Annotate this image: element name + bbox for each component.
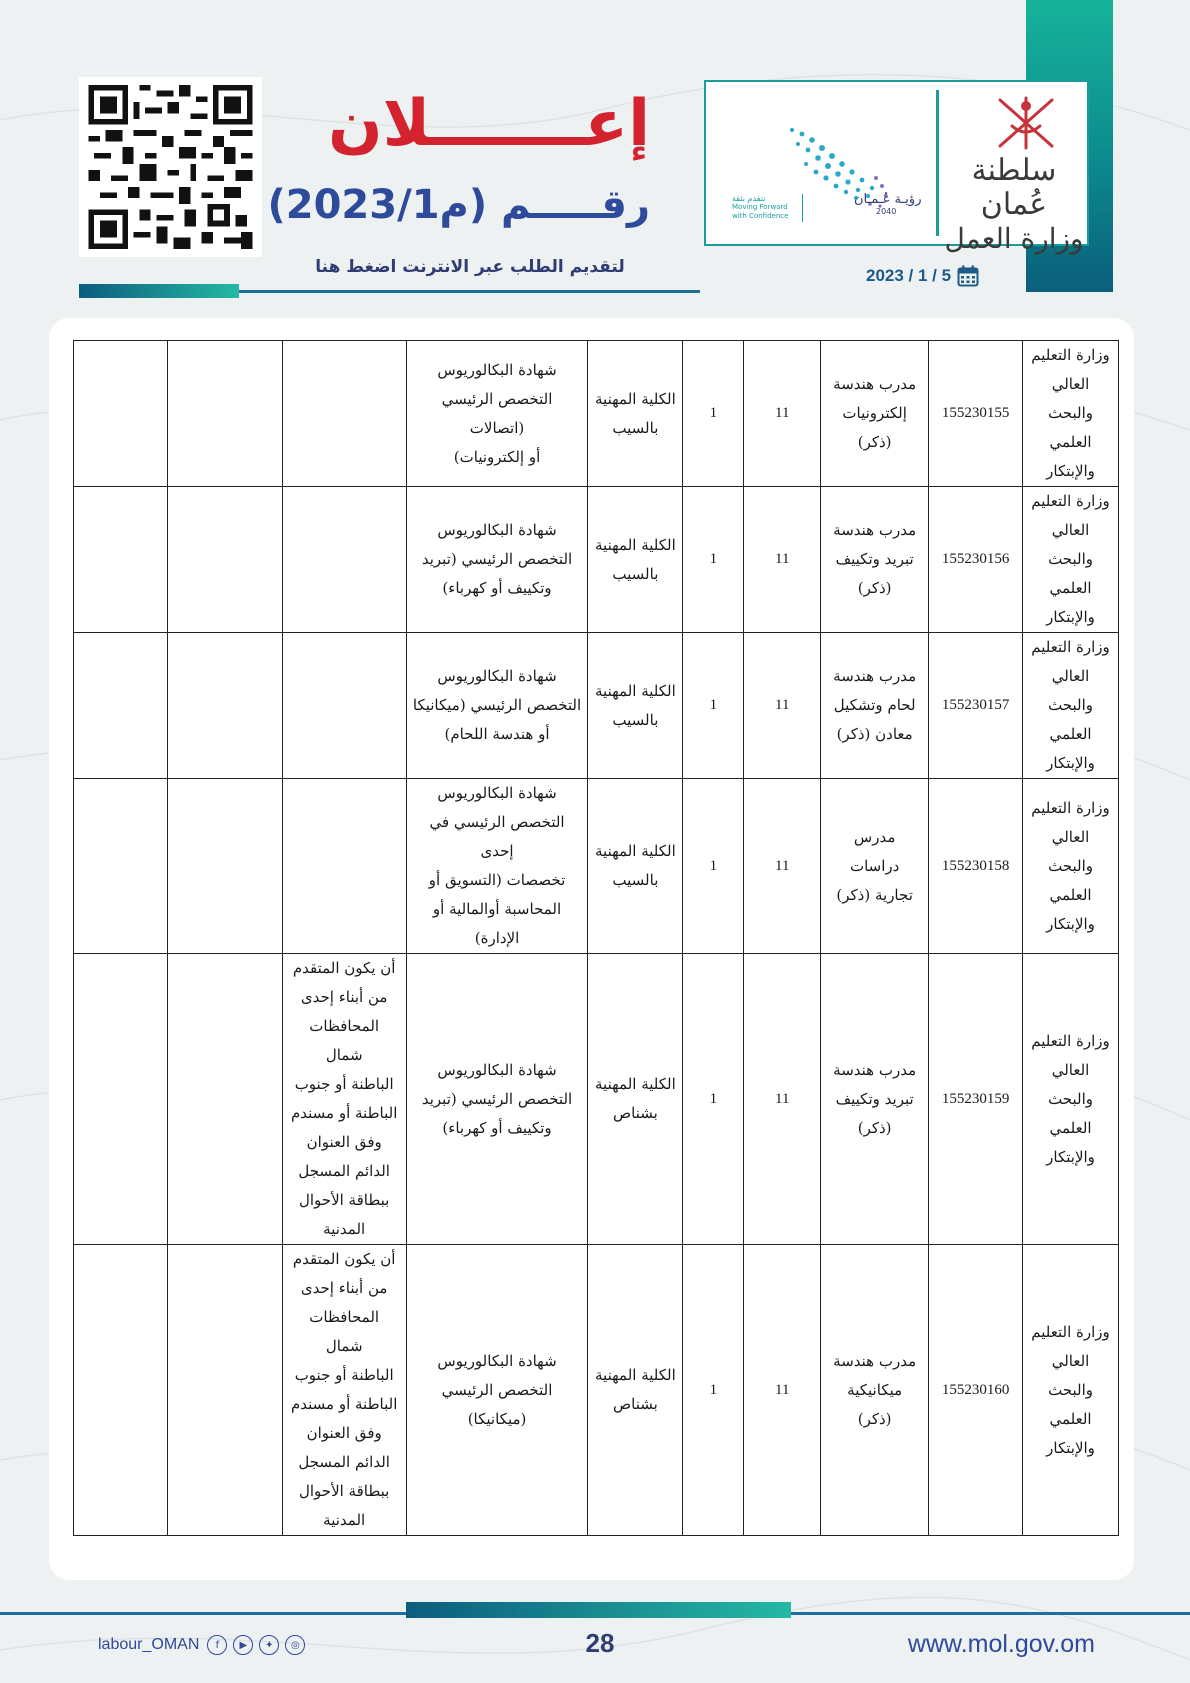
qualification-cell: [406, 1245, 588, 1536]
job-title-cell-text: مدرس دراسات تجارية (ذكر): [836, 827, 913, 904]
social-handle: labour_OMAN: [98, 1636, 200, 1653]
count-cell: [683, 1245, 744, 1536]
table-row: [74, 954, 1119, 1245]
empty-cell: [167, 954, 282, 1245]
website-link[interactable]: www.mol.gov.om: [907, 1630, 1095, 1658]
facebook-icon[interactable]: f: [207, 1635, 227, 1655]
location-cell-text: الكلية المهنية بالسيب: [595, 389, 676, 437]
job-code-cell-text: 155230157: [941, 697, 1010, 713]
empty-cell: [74, 779, 168, 954]
count-cell-text: 1: [709, 405, 718, 421]
qualification-cell: [406, 487, 588, 633]
ministry-cell: [1023, 633, 1119, 779]
job-title-cell-text: مدرب هندسة إلكترونيات (ذكر): [833, 375, 917, 451]
job-title-cell: [821, 954, 929, 1245]
ministry-cell-text: وزارة التعليم العالي والبحث العلمي والإبتكار: [1031, 492, 1110, 626]
empty-cell: [74, 633, 168, 779]
job-code-cell: [929, 954, 1023, 1245]
grade-cell-text: 11: [775, 1381, 790, 1398]
table-row: [74, 633, 1119, 779]
job-code-cell-text: 155230156: [941, 551, 1010, 567]
count-cell-text: 1: [709, 697, 718, 713]
social-links: [98, 1635, 305, 1655]
table-row: [74, 779, 1119, 954]
grade-cell-text: 11: [775, 697, 790, 713]
job-title-cell-text: مدرب هندسة لحام وتشكيل معادن (ذكر): [833, 667, 917, 743]
job-code-cell: [929, 633, 1023, 779]
note-cell: [282, 954, 406, 1245]
note-cell: [282, 487, 406, 633]
ministry-cell: [1023, 341, 1119, 487]
empty-cell: [167, 341, 282, 487]
count-cell-text: 1: [709, 551, 718, 567]
footer-accent-bar: [406, 1602, 791, 1618]
qualification-cell-text: شهادة البكالوريوس التخصص الرئيسي في إحدى تخصصات (التسويق أو المحاسبة أوالمالية أو الإدارة): [428, 784, 566, 947]
calendar-icon: [957, 265, 979, 287]
job-title-cell: [821, 1245, 929, 1536]
note-cell: [282, 779, 406, 954]
empty-cell: [74, 954, 168, 1245]
ministry-cell: [1023, 1245, 1119, 1536]
location-cell: [588, 1245, 683, 1536]
job-title-cell-text: مدرب هندسة تبريد وتكييف (ذكر): [833, 521, 917, 597]
grade-cell: [744, 954, 821, 1245]
qualification-cell: [406, 779, 588, 954]
qualification-cell-text: شهادة البكالوريوس التخصص الرئيسي (تبريد وتكييف أو كهرباء): [421, 521, 573, 597]
location-cell: [588, 487, 683, 633]
vision-year: 2040: [876, 207, 897, 216]
job-title-cell: [821, 633, 929, 779]
location-cell: [588, 341, 683, 487]
job-title-cell-text: مدرب هندسة تبريد وتكييف (ذكر): [833, 1060, 917, 1137]
count-cell: [683, 487, 744, 633]
ministry-name-line1: سلطنة عُمان: [971, 153, 1057, 222]
location-cell-text: الكلية المهنية بشناص: [595, 1075, 676, 1122]
job-code-cell-text: 155230158: [941, 857, 1010, 874]
ministry-cell-text: وزارة التعليم العالي والبحث العلمي والإبتكار: [1031, 638, 1110, 772]
job-title-cell-text: مدرب هندسة ميكانيكية (ذكر): [833, 1351, 917, 1428]
job-code-cell: [929, 341, 1023, 487]
ministry-cell: [1023, 487, 1119, 633]
ministry-name-line2: وزارة العمل: [944, 222, 1084, 255]
grade-cell: [744, 341, 821, 487]
vision-slogan-en-1: Moving Forward: [732, 203, 788, 211]
job-code-cell: [929, 779, 1023, 954]
location-cell: [588, 633, 683, 779]
empty-cell: [167, 1245, 282, 1536]
ministry-cell: [1023, 779, 1119, 954]
empty-cell: [167, 779, 282, 954]
youtube-icon[interactable]: ▶: [233, 1635, 253, 1655]
vision-slogan-en-2: with Confidence: [732, 212, 789, 220]
job-title-cell: [821, 341, 929, 487]
job-code-cell-text: 155230155: [941, 405, 1010, 421]
table-row: [74, 1245, 1119, 1536]
oman-emblem-icon: [986, 92, 1066, 154]
empty-cell: [167, 633, 282, 779]
header-underline-accent: [79, 284, 239, 298]
content-card: [49, 318, 1134, 1580]
grade-cell: [744, 1245, 821, 1536]
table-row: [74, 341, 1119, 487]
apply-online-link[interactable]: لتقديم الطلب عبر الانترنت اضغط هنا: [315, 257, 625, 277]
location-cell: [588, 954, 683, 1245]
twitter-icon[interactable]: ✦: [259, 1635, 279, 1655]
qr-code[interactable]: [79, 77, 262, 257]
jobs-table: [73, 340, 1119, 1536]
grade-cell: [744, 779, 821, 954]
count-cell: [683, 954, 744, 1245]
empty-cell: [74, 487, 168, 633]
qualification-cell: [406, 954, 588, 1245]
header-underline: [238, 290, 700, 293]
vision-slogan-ar: نتقدم بثقة: [732, 194, 766, 203]
note-cell: [282, 341, 406, 487]
grade-cell-text: 11: [775, 1090, 790, 1107]
note-cell-text: أن يكون المتقدم من أبناء إحدى المحافظات شمال الباطنة أو جنوب الباطنة أو مسندم وفق العنوان الدائم المسجل ببطاقة الأحوال المدنية: [290, 959, 398, 1238]
qualification-cell-text: شهادة البكالوريوس التخصص الرئيسي (اتصالات أو إلكترونيات): [437, 360, 557, 466]
job-title-cell: [821, 487, 929, 633]
vision-slogan: [732, 194, 802, 221]
location-cell-text: الكلية المهنية بالسيب: [595, 535, 676, 583]
location-cell-text: الكلية المهنية بشناص: [595, 1366, 676, 1413]
logo-panel: [704, 80, 1089, 255]
job-code-cell-text: 155230160: [941, 1381, 1010, 1398]
count-cell: [683, 633, 744, 779]
count-cell: [683, 341, 744, 487]
qualification-cell: [406, 633, 588, 779]
date-text: 2023 / 1 / 5: [866, 266, 952, 285]
qualification-cell-text: شهادة البكالوريوس التخصص الرئيسي (ميكانيكا): [437, 1351, 557, 1428]
qualification-cell-text: شهادة البكالوريوس التخصص الرئيسي (ميكانيكا أو هندسة اللحام): [412, 667, 582, 743]
ministry-cell-text: وزارة التعليم العالي والبحث العلمي والإبتكار: [1031, 1322, 1110, 1457]
count-cell-text: 1: [709, 1090, 718, 1107]
count-cell: [683, 779, 744, 954]
ministry-cell-text: وزارة التعليم العالي والبحث العلمي والإبتكار: [1031, 346, 1110, 480]
grade-cell: [744, 487, 821, 633]
page-number: 28: [585, 1628, 615, 1658]
job-code-cell: [929, 487, 1023, 633]
location-cell-text: الكلية المهنية بالسيب: [595, 842, 676, 889]
qualification-cell: [406, 341, 588, 487]
grade-cell-text: 11: [775, 551, 790, 567]
qualification-cell-text: شهادة البكالوريوس التخصص الرئيسي (تبريد وتكييف أو كهرباء): [421, 1060, 573, 1137]
announcement-number: رقـــــم (م2023/1): [267, 182, 650, 228]
grade-cell-text: 11: [775, 857, 790, 874]
location-cell: [588, 779, 683, 954]
table-row: [74, 487, 1119, 633]
logo-divider: [936, 90, 939, 236]
empty-cell: [74, 341, 168, 487]
note-cell-text: أن يكون المتقدم من أبناء إحدى المحافظات شمال الباطنة أو جنوب الباطنة أو مسندم وفق العنوان الدائم المسجل ببطاقة الأحوال المدنية: [290, 1250, 398, 1529]
job-code-cell: [929, 1245, 1023, 1536]
grade-cell: [744, 633, 821, 779]
ministry-cell-text: وزارة التعليم العالي والبحث العلمي والإبتكار: [1031, 1031, 1110, 1166]
ministry-cell: [1023, 954, 1119, 1245]
instagram-icon[interactable]: ◎: [285, 1635, 305, 1655]
grade-cell-text: 11: [775, 405, 790, 421]
count-cell-text: 1: [709, 857, 718, 874]
vision-title: رؤيـة عُـمـان: [854, 192, 922, 207]
count-cell-text: 1: [709, 1381, 718, 1398]
ministry-name: [944, 154, 1084, 256]
page-title: إعـــــــلان: [328, 87, 650, 161]
qr-code-icon: [87, 85, 254, 249]
vision-divider: [802, 194, 803, 222]
empty-cell: [167, 487, 282, 633]
announcement-date: [866, 263, 979, 289]
note-cell: [282, 1245, 406, 1536]
empty-cell: [74, 1245, 168, 1536]
location-cell-text: الكلية المهنية بالسيب: [595, 681, 676, 729]
ministry-cell-text: وزارة التعليم العالي والبحث العلمي والإبتكار: [1031, 798, 1110, 933]
note-cell: [282, 633, 406, 779]
job-code-cell-text: 155230159: [941, 1090, 1010, 1107]
job-title-cell: [821, 779, 929, 954]
